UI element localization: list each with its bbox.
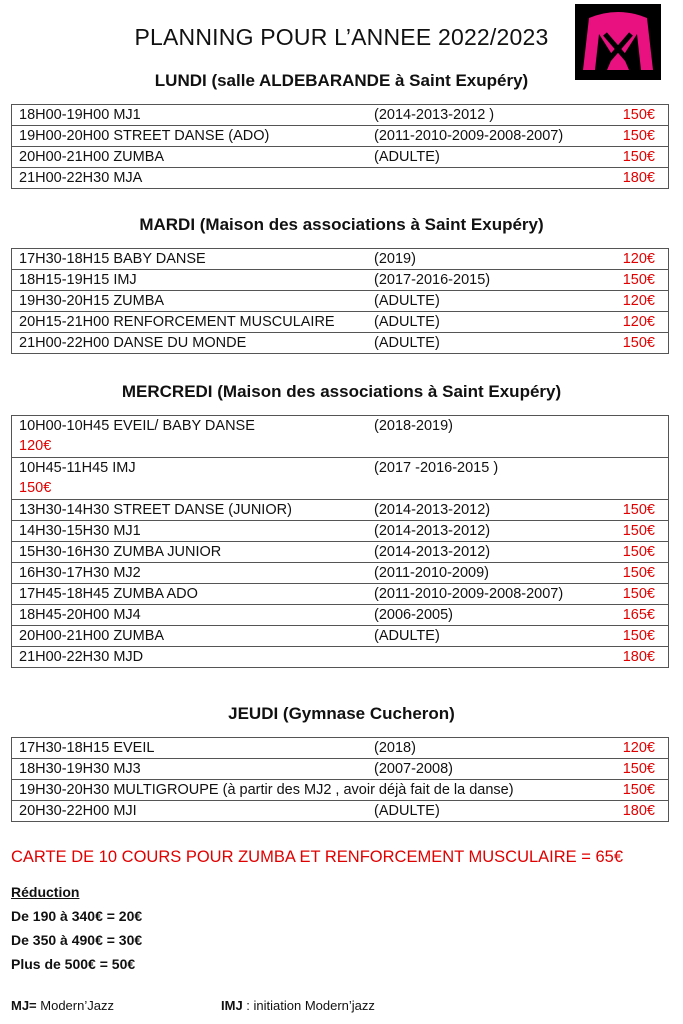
course-price: 180€ [622,649,655,665]
legend-imj-key: IMJ [221,998,243,1013]
course-price: 150€ [622,628,655,644]
legend-mj-key: MJ= [11,998,37,1013]
table-row [12,416,669,458]
legend-mj-text: Modern’Jazz [36,998,114,1013]
course-years: (2017-2016-2015) [374,272,491,288]
table-row [12,738,669,759]
reduction-line: De 190 à 340€ = 20€ [11,908,143,924]
table-row [12,458,669,500]
jeudi-heading: JEUDI (Gymnase Cucheron) [228,704,455,723]
course-years: (2014-2013-2012) [374,523,491,539]
course-years: (ADULTE) [374,149,440,165]
course-price: 150€ [622,502,655,518]
table-row [12,168,669,189]
table-row [12,626,669,647]
reduction-line: De 350 à 490€ = 30€ [11,932,143,948]
course-years: (2011-2010-2009-2008-2007) [374,128,564,144]
course-price: 120€ [19,438,52,454]
course-years: (2014-2013-2012) [374,544,491,560]
course-name: 17H30-18H15 EVEIL [19,740,155,756]
lundi-table [11,104,669,189]
course-years: (ADULTE) [374,628,440,644]
reduction-line: Plus de 500€ = 50€ [11,956,136,972]
table-row [12,521,669,542]
table-row [12,249,669,270]
mercredi-table [11,415,669,668]
table-row [12,105,669,126]
course-name: 10H45-11H45 IMJ [19,460,136,476]
table-row [12,801,669,822]
course-name: 16H30-17H30 MJ2 [19,565,141,581]
lundi-heading: LUNDI (salle ALDEBARANDE à Saint Exupéry) [154,71,529,90]
table-row [12,270,669,291]
course-name: 18H45-20H00 MJ4 [19,607,141,623]
reduction-title: Réduction [11,884,80,900]
course-price: 150€ [622,272,655,288]
table-row [12,333,669,354]
course-price: 150€ [622,544,655,560]
course-name: 18H15-19H15 IMJ [19,272,137,288]
course-years: (2018) [374,740,416,756]
table-row [12,147,669,168]
page-title: PLANNING POUR L’ANNEE 2022/2023 [134,24,549,50]
course-name: 21H00-22H00 DANSE DU MONDE [19,335,247,351]
course-name: 15H30-16H30 ZUMBA JUNIOR [19,544,222,560]
mercredi-heading: MERCREDI (Maison des associations à Saint Exupéry) [121,382,562,401]
table-row [12,126,669,147]
course-price: 165€ [622,607,655,623]
course-price: 150€ [19,480,52,496]
course-price: 150€ [622,523,655,539]
course-years: (ADULTE) [374,314,440,330]
course-years: (2017 -2016-2015 ) [374,460,499,476]
course-years: (2019) [374,251,416,267]
course-price: 150€ [622,565,655,581]
course-name: 19H30-20H15 ZUMBA [19,293,165,309]
course-name: 17H45-18H45 ZUMBA ADO [19,586,198,602]
course-price: 120€ [622,251,655,267]
table-row [12,563,669,584]
course-name: 20H30-22H00 MJI [19,803,137,819]
table-row [12,312,669,333]
course-name: 21H00-22H30 MJD [19,649,144,665]
table-row [12,291,669,312]
course-years: (2011-2010-2009) [374,565,490,581]
table-row [12,759,669,780]
course-price: 150€ [622,335,655,351]
course-name: 21H00-22H30 MJA [19,170,143,186]
table-row [12,584,669,605]
course-name: 18H30-19H30 MJ3 [19,761,141,777]
course-name: 19H30-20H30 MULTIGROUPE (à partir des MJ2 , avoir déjà fait de la danse) [19,782,514,798]
course-years: (2014-2013-2012) [374,502,491,518]
table-row [12,605,669,626]
course-years: (ADULTE) [374,335,440,351]
course-name: 20H00-21H00 ZUMBA [19,628,165,644]
course-price: 150€ [622,107,655,123]
course-price: 150€ [622,761,655,777]
table-row [12,780,669,801]
legend-mj [11,998,114,1013]
course-price: 120€ [622,314,655,330]
table-row [12,542,669,563]
course-price: 150€ [622,586,655,602]
course-name: 17H30-18H15 BABY DANSE [19,251,206,267]
course-years: (ADULTE) [374,803,440,819]
card-offer: CARTE DE 10 COURS POUR ZUMBA ET RENFORCEMENT MUSCULAIRE = 65€ [11,848,624,866]
course-years: (ADULTE) [374,293,440,309]
course-name: 14H30-15H30 MJ1 [19,523,141,539]
course-price: 180€ [622,803,655,819]
course-name: 20H00-21H00 ZUMBA [19,149,165,165]
course-name: 20H15-21H00 RENFORCEMENT MUSCULAIRE [19,314,335,330]
course-name: 13H30-14H30 STREET DANSE (JUNIOR) [19,502,292,518]
course-price: 150€ [622,782,655,798]
course-name: 19H00-20H00 STREET DANSE (ADO) [19,128,270,144]
course-years: (2007-2008) [374,761,453,777]
course-years: (2018-2019) [374,418,453,434]
table-row [12,500,669,521]
table-row [12,647,669,668]
legend-imj-text: : initiation Modern’jazz [242,998,375,1013]
legend-imj [221,998,375,1013]
jeudi-table [11,737,669,822]
course-price: 180€ [622,170,655,186]
course-price: 150€ [622,149,655,165]
mardi-heading: MARDI (Maison des associations à Saint Exupéry) [139,215,544,234]
course-years: (2014-2013-2012 ) [374,107,495,123]
course-years: (2011-2010-2009-2008-2007) [374,586,564,602]
course-price: 120€ [622,740,655,756]
course-name: 10H00-10H45 EVEIL/ BABY DANSE [19,418,255,434]
course-price: 150€ [622,128,655,144]
mardi-table [11,248,669,354]
course-years: (2006-2005) [374,607,453,623]
course-name: 18H00-19H00 MJ1 [19,107,141,123]
course-price: 120€ [622,293,655,309]
dance-club-logo [575,4,661,80]
